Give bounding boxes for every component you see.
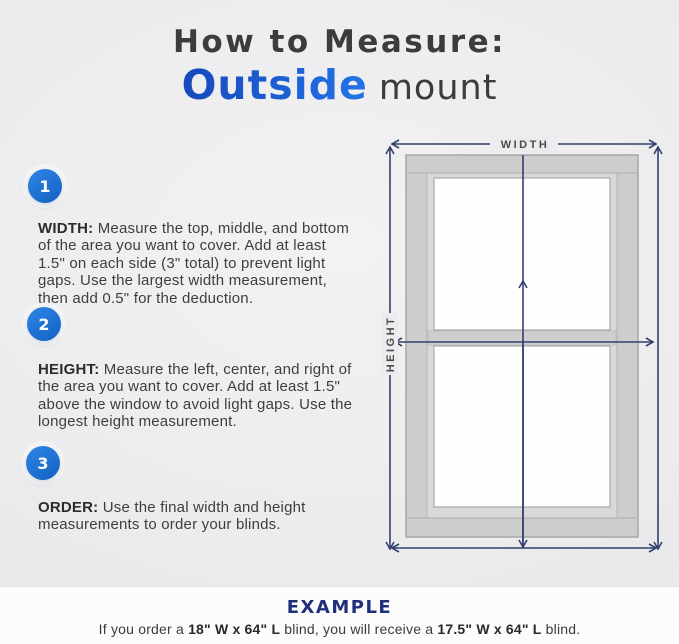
title-line2 <box>0 61 679 119</box>
step-1-body: Measure the top, middle, and bottom of the area you want to cover. Add at least 1.5" on each side (3" total) to prevent light gaps. Use the largest width measurement, then add 0.5" for the deduction. <box>38 220 350 307</box>
example-sentence <box>99 620 581 638</box>
window-illustration <box>406 155 638 537</box>
step-1-number: 1 <box>39 176 51 196</box>
height-label: HEIGHT <box>385 315 397 373</box>
step-3-badge <box>26 446 60 480</box>
example-suffix: blind. <box>541 621 581 637</box>
title-block <box>0 24 679 119</box>
title-line1: How to Measure: <box>172 24 507 60</box>
step-1-badge <box>28 169 62 203</box>
step-1-text <box>38 220 354 307</box>
window-upper-pane <box>434 178 610 330</box>
step-3-lead: ORDER: <box>38 499 99 516</box>
step-2-badge <box>27 307 61 341</box>
step-3-body: Use the final width and height measurements to order your blinds. <box>38 499 306 534</box>
window-meeting-rail <box>428 331 616 345</box>
example-middle: blind, you will receive a <box>280 621 438 637</box>
example-prefix: If you order a <box>98 621 189 637</box>
step-3-text <box>38 499 354 534</box>
width-label: WIDTH <box>500 139 550 151</box>
title-accent-word: Outside <box>181 61 368 109</box>
step-2-lead: HEIGHT: <box>38 361 100 378</box>
step-2-text <box>38 361 354 431</box>
step-2-number: 2 <box>38 314 50 334</box>
example-ordered-size: 18" W x 64" L <box>188 621 281 637</box>
step-1-lead: WIDTH: <box>38 220 94 237</box>
example-footer <box>0 586 679 644</box>
step-3-number: 3 <box>37 453 49 473</box>
example-received-size: 17.5" W x 64" L <box>437 621 542 637</box>
step-2-body: Measure the left, center, and right of the area you want to cover. Add at least 1.5" above the window to avoid light gaps. Use the longest height measurement. <box>38 361 353 431</box>
example-heading: EXAMPLE <box>286 597 393 618</box>
window-lower-pane <box>434 346 610 507</box>
title-rest-word: mount <box>378 68 498 108</box>
window-measure-diagram <box>378 128 679 570</box>
